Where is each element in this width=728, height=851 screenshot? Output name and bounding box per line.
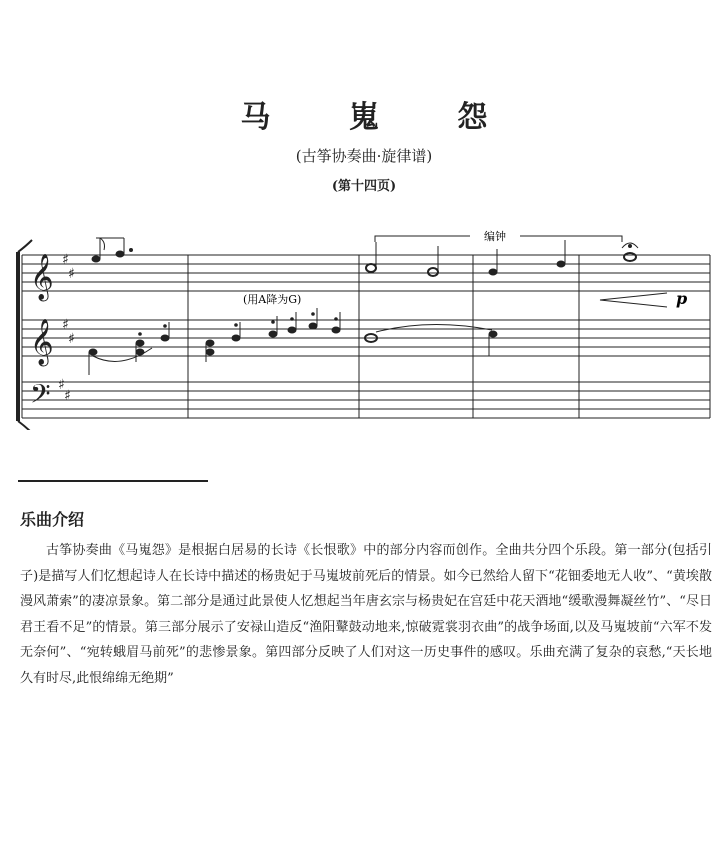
subtitle: (古筝协奏曲·旋律谱) — [295, 147, 433, 165]
dynamic-marking: p — [676, 289, 688, 308]
instruction-text: (用A降为G) — [243, 293, 302, 306]
section-heading: 乐曲介绍 — [20, 510, 85, 529]
intro-paragraph: 古筝协奏曲《马嵬怨》是根据白居易的长诗《长恨歌》中的部分内容而创作。全曲共分四个乐段。第一部分(包括引子)是描写人们忆想起诗人在长诗中描述的杨贵妃于马嵬坡前死后的情景。如今已然给人留下“花钿委地无人收”、“黄埃散漫风萧索”的凄凉景象。第二部分是通过此景使人忆想起当年唐玄宗与杨贵妃在宫廷中花天酒地“缓歌漫舞凝丝竹”、“尽日君王看不足”的情景。第三部分展示了安禄山造反“渔阳鼙鼓动地来,惊破霓裳羽衣曲”的战争场面,以及马嵬坡前“六军不发无奈何”、“宛转蛾眉马前死”的悲惨景象。第四部分反映了人们对这一历史事件的感叹。乐曲充满了复杂的哀愁,“天长地久有时尽,此恨绵绵无绝期” — [20, 543, 712, 686]
divider — [18, 480, 208, 482]
sharp-icon: ♯ — [68, 266, 75, 282]
page-title: 马 嵬 怨 — [240, 100, 522, 135]
sharp-icon: ♯ — [68, 331, 75, 347]
music-score — [0, 215, 728, 430]
bianzhong-label: 编钟 — [484, 230, 506, 243]
sharp-icon: ♯ — [58, 377, 65, 393]
sharp-icon: ♯ — [62, 317, 69, 333]
staff-bass — [22, 382, 710, 418]
sharp-icon: ♯ — [64, 388, 71, 404]
sharp-icon: ♯ — [62, 252, 69, 268]
bass-clef-icon: 𝄢 — [30, 378, 51, 416]
page-label: (第十四页) — [331, 179, 397, 194]
staff-treble-1 — [22, 255, 710, 291]
intro-body — [20, 538, 712, 691]
treble-clef-icon: 𝄞 — [30, 319, 54, 365]
treble-clef-icon: 𝄞 — [30, 254, 54, 300]
